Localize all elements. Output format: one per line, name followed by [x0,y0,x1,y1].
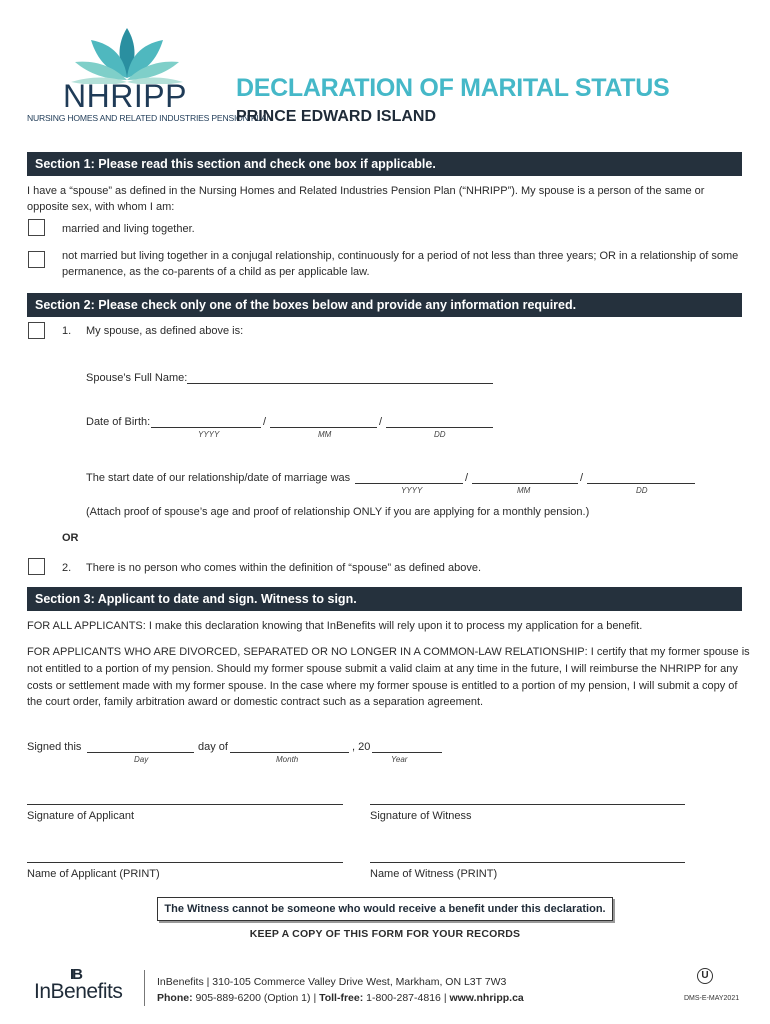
divorced-text-line4: the court order, family arbitration award or domestic contract such as a separation agreement. [27,696,484,708]
dob-month-field[interactable] [270,427,377,428]
dob-label: Date of Birth: [86,416,151,428]
start-day-field[interactable] [587,483,695,484]
dob-day-field[interactable] [386,427,493,428]
union-bug-icon [697,968,713,984]
spouse-name-label: Spouse’s Full Name: [86,372,188,384]
applicant-name-label: Name of Applicant (PRINT) [27,868,160,880]
married-option-label: married and living together. [62,223,195,235]
footer-contact [157,990,524,1007]
section1-intro-line1: I have a “spouse” as defined in the Nursing Homes and Related Industries Pension Plan (“NHRIPP”). My spouse is a person of the same or [27,185,705,197]
footer-divider [144,970,145,1006]
day-hint: Day [134,755,149,764]
applicant-signature-label: Signature of Applicant [27,810,135,822]
has-spouse-checkbox[interactable] [28,322,45,339]
day-of-label: day of [198,741,228,753]
common-law-option-line2: permanence, as the co-parents of a child as per applicable law. [62,266,370,278]
month-hint: Month [276,755,299,764]
dob-slash-2: / [379,416,383,428]
union-bug-letter: U [701,970,709,981]
signed-year-field[interactable] [372,752,442,753]
witness-warning: The Witness cannot be someone who would receive a benefit under this declaration. [157,897,613,921]
signed-day-field[interactable] [87,752,194,753]
start-month-field[interactable] [472,483,578,484]
applicant-name-field[interactable] [27,862,343,863]
married-checkbox[interactable] [28,219,45,236]
phone-number: 905-889-6200 (Option 1) [195,992,311,1004]
witness-signature-label: Signature of Witness [370,810,472,822]
contact-separator: | [443,992,447,1004]
dob-mm-hint: MM [318,430,332,439]
section1-intro-line2: opposite sex, with whom I am: [27,201,175,213]
section1-heading: Section 1: Please read this section and check one box if applicable. [27,152,742,176]
item1-text: My spouse, as defined above is: [86,325,244,337]
inbenefits-mark: IB [70,966,81,983]
applicant-signature-field[interactable] [27,804,343,805]
inbenefits-wordmark: InBenefits [34,980,123,1003]
item2-text: There is no person who comes within the definition of “spouse” as defined above. [86,562,482,574]
section2-heading: Section 2: Please check only one of the boxes below and provide any information required. [27,293,742,317]
dob-dd-hint: DD [434,430,446,439]
website-link[interactable]: www.nhripp.ca [449,992,524,1004]
logo-tagline: NURSING HOMES AND RELATED INDUSTRIES PENSION PLAN [27,113,273,123]
start-slash-2: / [580,472,584,484]
nhripp-logo [27,26,273,126]
witness-name-field[interactable] [370,862,685,863]
document-code: DMS-E-MAY2021 [684,995,740,1002]
contact-separator: | [313,992,317,1004]
tollfree-label: Toll-free: [319,992,364,1004]
item1-number: 1. [62,325,72,337]
start-mm-hint: MM [517,486,531,495]
inbenefits-logo [34,966,144,1006]
spouse-name-field[interactable] [187,383,493,384]
item2-number: 2. [62,562,72,574]
tollfree-number: 1-800-287-4816 [366,992,441,1004]
start-dd-hint: DD [636,486,648,495]
keep-copy-note: KEEP A COPY OF THIS FORM FOR YOUR RECORDS [249,928,521,940]
dob-slash-1: / [263,416,267,428]
logo-name: NHRIPP [63,78,187,114]
year-hint: Year [391,755,408,764]
page-title: DECLARATION OF MARITAL STATUS [236,74,670,102]
dob-yyyy-hint: YYYY [198,430,220,439]
signed-this-label: Signed this [27,741,82,753]
section3-heading: Section 3: Applicant to date and sign. Witness to sign. [27,587,742,611]
witness-signature-field[interactable] [370,804,685,805]
signed-month-field[interactable] [230,752,349,753]
start-yyyy-hint: YYYY [401,486,423,495]
all-applicants-text: FOR ALL APPLICANTS: I make this declaration knowing that InBenefits will rely upon it to process my application for a benefit. [27,620,643,632]
divorced-text-line2: not entitled to a portion of my pension. Should my former spouse submit a valid claim at any time in the future, I will reimburse the NHRIPP for any [27,663,738,675]
phone-label: Phone: [157,992,193,1004]
divorced-text-line3: costs or settlement made with my former spouse. In the case where my former spouse is entitled to a portion of my pension, I will submit a copy of [27,680,738,692]
witness-name-label: Name of Witness (PRINT) [370,868,498,880]
divorced-text-line1: FOR APPLICANTS WHO ARE DIVORCED, SEPARATED OR NO LONGER IN A COMMON-LAW RELATIONSHIP: I certify that my former spouse is [27,646,750,658]
start-date-label: The start date of our relationship/date of marriage was [86,472,351,484]
common-law-checkbox[interactable] [28,251,45,268]
page-subtitle: PRINCE EDWARD ISLAND [236,108,437,125]
or-label: OR [62,532,79,544]
footer-address: InBenefits | 310-105 Commerce Valley Drive West, Markham, ON L3T 7W3 [157,976,507,988]
attach-proof-note: (Attach proof of spouse’s age and proof of relationship ONLY if you are applying for a monthly pension.) [86,506,590,518]
dob-year-field[interactable] [151,427,261,428]
no-spouse-checkbox[interactable] [28,558,45,575]
leaf-icon [67,26,187,84]
year-prefix: , 20 [352,741,371,753]
start-slash-1: / [465,472,469,484]
start-year-field[interactable] [355,483,463,484]
common-law-option-line1: not married but living together in a conjugal relationship, continuously for a period of not less than three years; OR in a relationship of some [62,250,739,262]
